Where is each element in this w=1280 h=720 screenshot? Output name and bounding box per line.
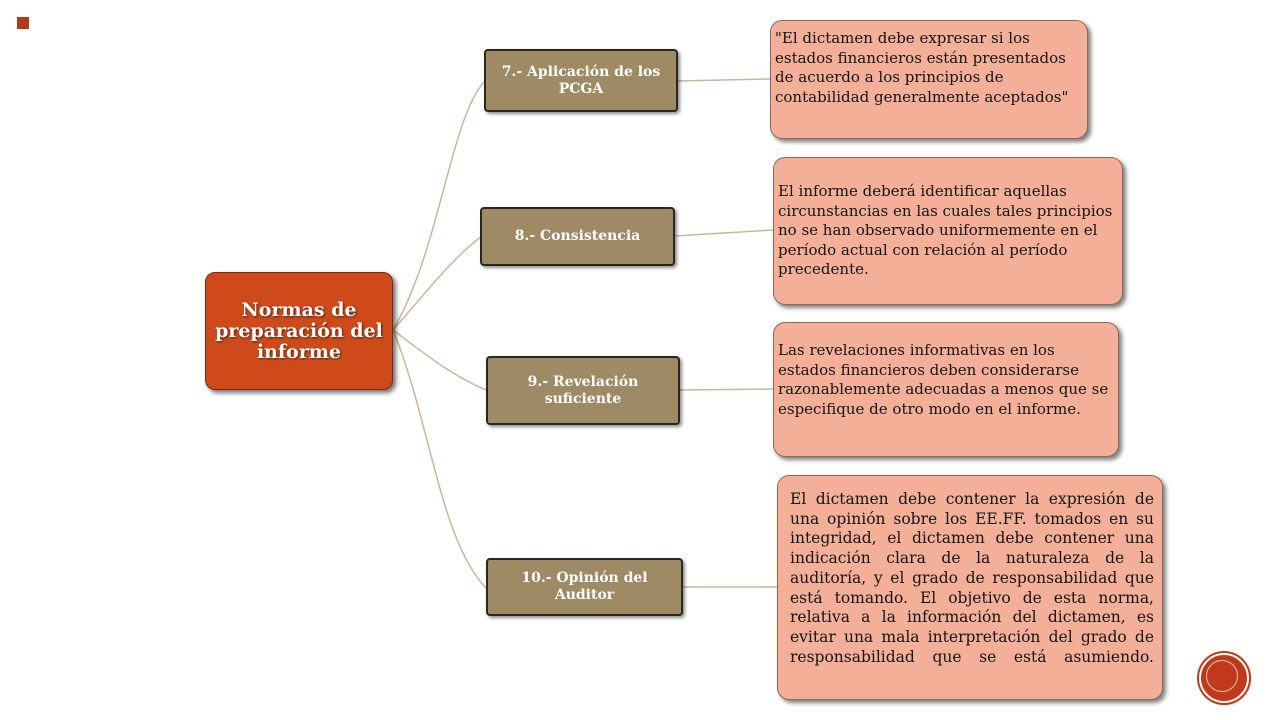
branch-node-8 — [480, 207, 675, 266]
branch-label-9: 9.- Revelación suficiente — [527, 373, 639, 407]
circle-nav-inner-ring — [1206, 660, 1238, 692]
branch-node-10 — [486, 558, 683, 616]
detail-text-7: "El dictamen debe expresar si los estados financieros están presentados de acuerdo a los principios de contabilidad generalmente aceptados" — [775, 29, 1069, 106]
detail-node-9 — [773, 322, 1119, 457]
connector-root-branch-9 — [393, 330, 486, 390]
branch-node-9 — [486, 356, 680, 425]
connector-root-branch-8 — [393, 236, 482, 330]
detail-text-10: El dictamen debe contener la expresión de una opinión sobre los EE.FF. tomados en su integridad, el dictamen debe contener una indicación clara de la naturaleza de la auditoría, y el grado de responsabilidad que está tomando. El objetivo de esta norma, relativa a la información del dictamen, es evitar una mala interpretación del grado de responsabilidad que se está asumiendo. — [790, 490, 1154, 666]
circle-nav-icon[interactable] — [1199, 653, 1249, 703]
connector-branch-9-leaf — [679, 389, 773, 390]
branch-label-10: 10.- Opinión del Auditor — [521, 570, 648, 603]
connector-branch-8-leaf — [674, 230, 773, 236]
branch-label-8: 8.- Consistencia — [514, 228, 641, 244]
connector-branch-7-leaf — [677, 79, 770, 81]
detail-text-9: Las revelaciones informativas en los estados financieros deben considerarse razonablemente adecuadas a menos que se especifique de otro modo en el informe. — [778, 341, 1109, 418]
detail-node-8 — [773, 157, 1123, 305]
connector-root-branch-7 — [393, 82, 484, 330]
detail-node-7 — [770, 20, 1088, 139]
branch-label-7: 7.- Aplicación de los PCGA — [501, 63, 661, 97]
connector-root-branch-10 — [393, 330, 486, 588]
root-node — [205, 272, 393, 390]
detail-node-10 — [777, 475, 1163, 700]
branch-node-7 — [484, 49, 678, 112]
detail-text-8: El informe deberá identificar aquellas circunstancias en las cuales tales principios no se han observado uniformemente en el período actual con relación al período precedente. — [778, 182, 1113, 278]
root-label: Normas de preparación del informe — [215, 298, 383, 363]
